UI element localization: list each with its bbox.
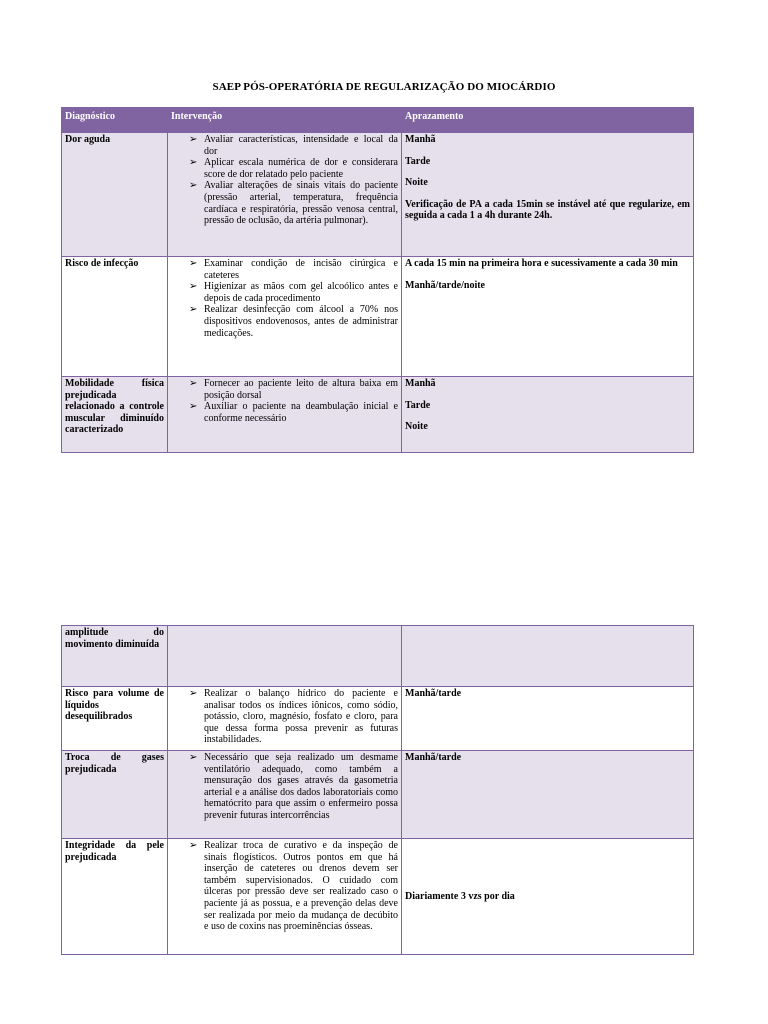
table-row bbox=[62, 133, 694, 257]
intervention-cell bbox=[168, 257, 402, 377]
intervention-cell bbox=[168, 839, 402, 955]
table-row bbox=[62, 626, 694, 687]
intervention-item: ➢ Avaliar características, intensidade e local da dor bbox=[189, 134, 398, 157]
schedule-item: Verificação de PA a cada 15min se instável até que regularize, em seguida a cada 1 a 4h durante 24h. bbox=[405, 198, 690, 222]
schedule-cell bbox=[402, 626, 694, 687]
schedule-item: Manhã bbox=[405, 134, 436, 145]
diagnosis-cell: Integridade da pele prejudicada bbox=[62, 839, 168, 955]
diagnosis-cell: Troca de gases prejudicada bbox=[62, 751, 168, 839]
schedule-item: Noite bbox=[405, 177, 428, 189]
schedule-item: Noite bbox=[405, 421, 428, 433]
arrow-bullet-icon: ➢ bbox=[189, 281, 198, 293]
intervention-item: ➢ Necessário que seja realizado um desmame ventilatório adequado, como também a mensuração dos gases através da gasometria arterial e a análise dos dados laboratoriais como hematócrito para que assim o enfermeiro possa prevenir futuras intercorrências bbox=[189, 752, 398, 821]
arrow-bullet-icon: ➢ bbox=[189, 378, 198, 389]
intervention-item: ➢ Realizar troca de curativo e da inspeção de sinais flogísticos. Outros pontos em que há inserção de cateteres ou drenos devem ser também supervisionados. O cuidado com úlceras por pressão deve ser realizado caso o paciente já as possua, e a prevenção delas deve ser realizada por meio da mudança de decúbito e uso de coxins nas proeminências ósseas. bbox=[189, 840, 398, 933]
intervention-item: ➢ Higienizar as mãos com gel alcoólico antes e depois de cada procedimento bbox=[189, 281, 398, 304]
intervention-cell bbox=[168, 751, 402, 839]
schedule-cell bbox=[402, 377, 694, 453]
arrow-bullet-icon: ➢ bbox=[189, 180, 198, 192]
schedule-item: A cada 15 min na primeira hora e sucessivamente a cada 30 min bbox=[405, 258, 678, 269]
intervention-item: ➢ Realizar desinfecção com álcool a 70% nos dispositivos endovenosos, antes de administrar medicações. bbox=[189, 304, 398, 339]
header-aprazamento: Aprazamento bbox=[402, 108, 694, 133]
intervention-item: ➢ Aplicar escala numérica de dor e considerara score de dor relatado pelo paciente bbox=[189, 157, 398, 180]
care-plan-table-page1 bbox=[61, 107, 694, 453]
schedule-cell bbox=[402, 133, 694, 257]
arrow-bullet-icon: ➢ bbox=[189, 157, 198, 169]
arrow-bullet-icon: ➢ bbox=[189, 134, 198, 145]
schedule-item: Manhã/tarde/noite bbox=[405, 279, 485, 291]
table-row bbox=[62, 751, 694, 839]
schedule-item: Tarde bbox=[405, 155, 431, 167]
table-row bbox=[62, 839, 694, 955]
arrow-bullet-icon: ➢ bbox=[189, 688, 198, 699]
header-intervencao: Intervenção bbox=[168, 108, 402, 133]
header-diagnostico: Diagnóstico bbox=[62, 108, 168, 133]
arrow-bullet-icon: ➢ bbox=[189, 840, 198, 851]
page-title: SAEP PÓS-OPERATÓRIA DE REGULARIZAÇÃO DO MIOCÁRDIO bbox=[212, 81, 556, 93]
schedule-cell: Diariamente 3 vzs por dia bbox=[402, 839, 694, 955]
intervention-item: ➢ Realizar o balanço hídrico do paciente e analisar todos os índices iônicos, como sódio, potássio, cloro, magnésio, fosfato e cloro, para que dessa forma possa prevenir as futuras instabilidades. bbox=[189, 688, 398, 746]
schedule-cell: Manhã/tarde bbox=[402, 687, 694, 751]
schedule-cell bbox=[402, 257, 694, 377]
arrow-bullet-icon: ➢ bbox=[189, 752, 198, 763]
schedule-item: Tarde bbox=[405, 399, 431, 411]
diagnosis-cell: Dor aguda bbox=[62, 133, 168, 257]
intervention-item: ➢ Avaliar alterações de sinais vitais do paciente (pressão arterial, temperatura, frequência cardíaca e respiratória, pressão venosa central, pressão de oclusão, da artéria pulmonar). bbox=[189, 180, 398, 227]
arrow-bullet-icon: ➢ bbox=[189, 304, 198, 316]
diagnosis-cell: Mobilidade física prejudicada relacionado a controle muscular diminuído caracterizado bbox=[62, 377, 168, 453]
table-row bbox=[62, 257, 694, 377]
intervention-cell bbox=[168, 687, 402, 751]
schedule-cell: Manhã/tarde bbox=[402, 751, 694, 839]
intervention-item: ➢ Auxiliar o paciente na deambulação inicial e conforme necessário bbox=[189, 401, 398, 424]
intervention-cell bbox=[168, 133, 402, 257]
table-row bbox=[62, 377, 694, 453]
schedule-item: Manhã bbox=[405, 378, 436, 389]
intervention-cell bbox=[168, 377, 402, 453]
intervention-item: ➢ Examinar condição de incisão cirúrgica e cateteres bbox=[189, 258, 398, 281]
table-row bbox=[62, 687, 694, 751]
intervention-cell bbox=[168, 626, 402, 687]
arrow-bullet-icon: ➢ bbox=[189, 258, 198, 269]
table-header-row bbox=[62, 108, 694, 133]
diagnosis-cell: Risco de infecção bbox=[62, 257, 168, 377]
care-plan-table-page2 bbox=[61, 625, 694, 955]
arrow-bullet-icon: ➢ bbox=[189, 401, 198, 413]
diagnosis-cell: amplitude do movimento diminuída bbox=[62, 626, 168, 687]
intervention-item: ➢ Fornecer ao paciente leito de altura baixa em posição dorsal bbox=[189, 378, 398, 401]
diagnosis-cell: Risco para volume de líquidos desequilibrados bbox=[62, 687, 168, 751]
